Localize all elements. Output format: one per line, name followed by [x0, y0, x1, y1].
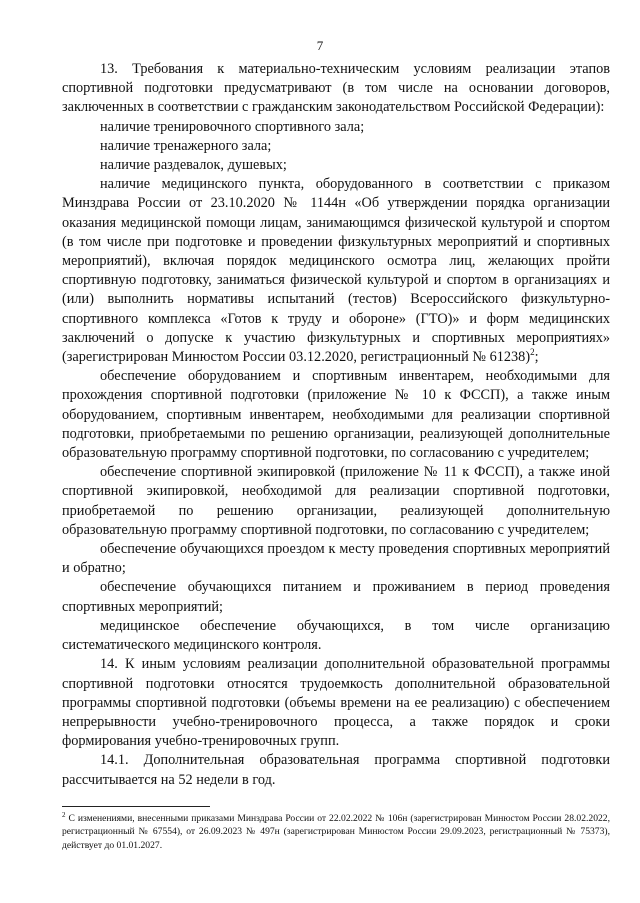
- footnote: [62, 812, 610, 852]
- paragraph-14-1-duration: 14.1. Дополнительная образовательная программа спортивной подготовки рассчитывается на 52 недели в год.: [62, 752, 610, 788]
- list-item-training-hall: наличие тренировочного спортивного зала;: [100, 118, 365, 135]
- list-item-changing-rooms: наличие раздевалок, душевых;: [100, 157, 287, 174]
- paragraph-13-requirements: 13. Требования к материально-техническим условиям реализации этапов спортивной подготовки предусматривают (в том числе на основании договоров, заключенных в соответствии с гражданским законодательством Российской Федерации):: [62, 61, 610, 116]
- footnote-marker: 2: [62, 810, 66, 819]
- medical-point-text: наличие медицинского пункта, оборудованного в соответствии с приказом Минздрава России от 23.10.2020 № 1144н «Об утверждении порядка организации оказания медицинской помощи лицам, занимающимся физической культурой и спортом (в том числе при подготовке и проведении физкультурных мероприятий и спортивных мероприятий), включая порядок медицинского осмотра лиц, желающих пройти спортивную подготовку, заниматься физической культурой и спортом в организациях и (или) выполнить нормативы испытаний (тестов) Всероссийского физкультурно-спортивного комплекса «Готов к труду и обороне» (ГТО)» и форм медицинских заключений о допуске к участию физкультурных и спортивных мероприятиях» (зарегистрирован Минюстом России 03.12.2020, регистрационный № 61238): [62, 176, 610, 366]
- footnote-reference-suffix: ;: [534, 349, 539, 366]
- list-item-meals-accommodation: обеспечение обучающихся питанием и проживанием в период проведения спортивных мероприятий;: [62, 579, 610, 615]
- footnote-text: С изменениями, внесенными приказами Минздрава России от 22.02.2022 № 106н (зарегистрирован Минюстом России 28.02.2022, регистрационный № 67554), от 26.09.2023 № 497н (зарегистрирован Минюстом России 29.09.2023, регистрационный № 75373), действует до 01.01.2027.: [62, 813, 610, 851]
- list-item-sports-gear: обеспечение спортивной экипировкой (приложение № 11 к ФССП), а также иной спортивной экипировкой, необходимой для реализации спортивной подготовки, приобретаемой по решению организации, реализующей дополнительную образовательную программу спортивной подготовки, по согласованию с учредителем;: [62, 464, 610, 538]
- list-item-equipment: обеспечение оборудованием и спортивным инвентарем, необходимыми для прохождения спортивной подготовки (приложение № 10 к ФССП), а также иным оборудованием, спортивным инвентарем, необходимыми для реализации спортивной подготовки, приобретаемыми по решению организации, реализующей дополнительные образовательную программу спортивной подготовки, по согласованию с учредителем;: [62, 368, 610, 462]
- footnote-reference: 2: [530, 347, 535, 358]
- list-item-medical-support: медицинское обеспечение обучающихся, в том числе организацию систематического медицинского контроля.: [62, 617, 610, 654]
- document-body: [62, 60, 610, 790]
- list-item-travel: обеспечение обучающихся проездом к месту проведения спортивных мероприятий и обратно;: [62, 541, 610, 577]
- list-item-gym: наличие тренажерного зала;: [100, 137, 272, 154]
- page-number: 7: [316, 38, 324, 53]
- paragraph-14-other-conditions: 14. К иным условиям реализации дополнительной образовательной программы спортивной подготовки относятся трудоемкость дополнительной образовательной программы спортивной подготовки (объемы времени на ее реализацию) с обеспечением непрерывности учебно-тренировочного процесса, а также порядок и сроки формирования учебно-тренировочных групп.: [62, 656, 610, 750]
- footnote-divider: [62, 806, 210, 807]
- list-item-medical-point: [62, 175, 610, 367]
